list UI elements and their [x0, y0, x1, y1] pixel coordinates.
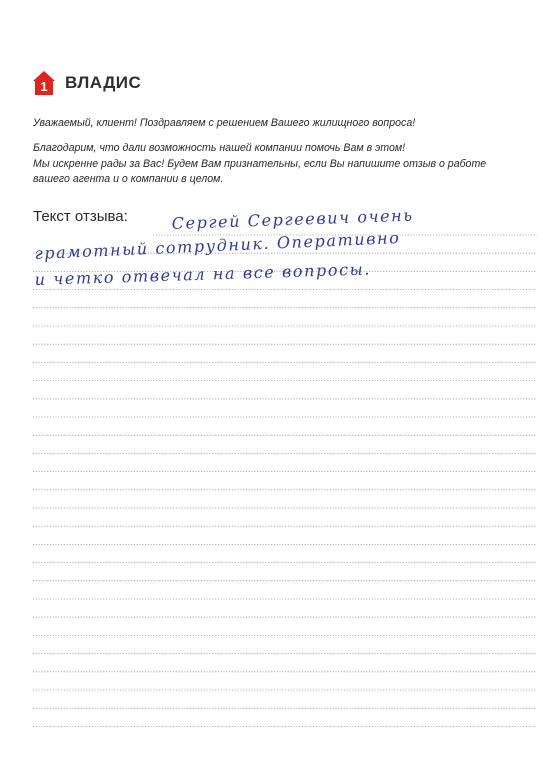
request-line-continued: вашего агента и о компании в целом.: [33, 173, 224, 185]
thanks-line: Благодарим, что дали возможность нашей компании помочь Вам в этом!: [33, 142, 406, 154]
handwritten-line-2: грамотный сотрудник. Оперативно: [34, 228, 401, 263]
company-name: ВЛАДИС: [65, 73, 142, 92]
handwritten-line-1: Сергей Сергеевич очень: [171, 205, 414, 233]
greeting-line: Уважаемый, клиент! Поздравляем с решением Вашего жилищного вопроса!: [33, 117, 416, 129]
svg-text:1: 1: [40, 79, 48, 94]
request-line: Мы искренне рады за Вас! Будем Вам признательны, если Вы напишите отзыв о работе: [33, 157, 487, 170]
handwritten-line-3: и четко отвечал на все вопросы.: [34, 259, 372, 289]
review-text-label: Текст отзыва:: [33, 208, 128, 225]
